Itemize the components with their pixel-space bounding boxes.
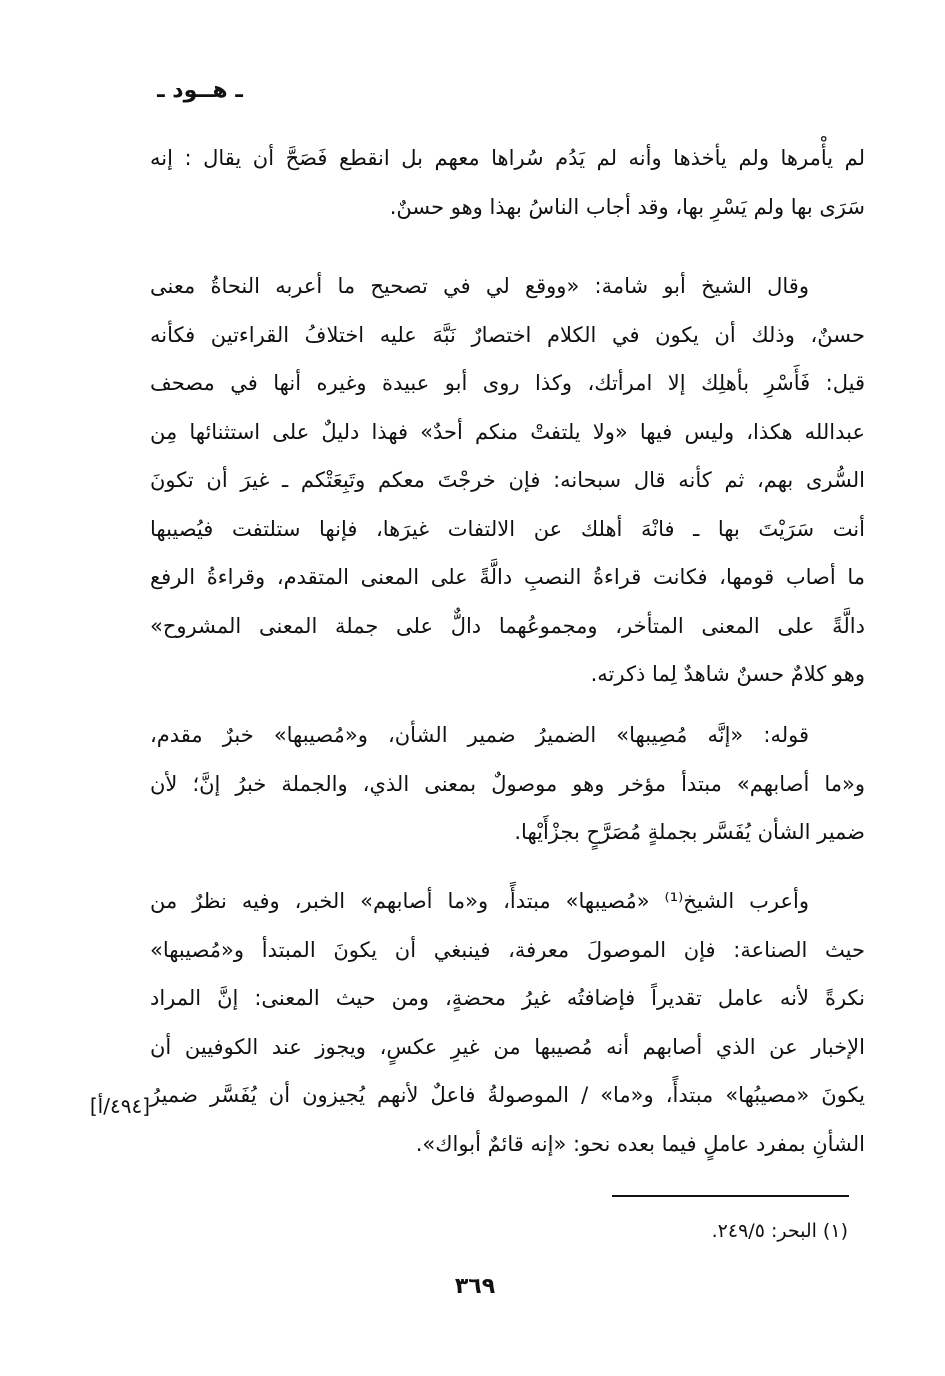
running-title: ـ هــود ـ	[157, 78, 243, 103]
text-line: عبدالله هكذا، وليس فيها «ولا يلتفتْ منكم أحدٌ» فهذا دليلٌ على استثنائها مِن	[150, 419, 865, 444]
text-line: دالَّةً على المعنى المتأخر، ومجموعُهما دالٌّ على جملة المعنى المشروح»	[150, 613, 865, 638]
text-line: وقال الشيخ أبو شامة: «ووقع لي في تصحيح ما أعربه النحاةُ معنى	[150, 274, 809, 298]
text-line: حسنٌ، وذلك أن يكون في الكلام اختصارٌ نَبَّهَ عليه اختلافُ القراءتين فكأنه	[150, 322, 865, 347]
text-line: نكرةً لأنه عامل تقديراً فإضافتُه غيرُ محضةٍ، ومن حيث المعنى: إنَّ المراد	[150, 986, 865, 1010]
paragraph-2	[150, 262, 865, 699]
text-line: حيث الصناعة: فإن الموصولَ معرفة، فينبغي أن يكونَ المبتدأ و«مُصيبها»	[150, 937, 865, 962]
text-line: يكونَ «مصيبُها» مبتدأً، و«ما» / الموصولةُ فاعلٌ لأنهم يُجيزون أن يُفَسَّر ضميرُ	[150, 1083, 865, 1107]
footnote: (١) البحر: ٢٤٩/٥.	[711, 1220, 848, 1242]
paragraph-3	[150, 711, 865, 857]
text-line: الشأنِ بمفرد عاملٍ فيما بعده نحو: «إنه قائمٌ أبواك».	[415, 1131, 865, 1156]
text-line: قوله: «إنَّه مُصِيبها» الضميرُ ضمير الشأن، و«مُصيبها» خبرٌ مقدم،	[150, 723, 809, 747]
paragraph-1	[150, 134, 865, 231]
text-line: و«ما أصابهم» مبتدأ مؤخر وهو موصولٌ بمعنى الذي، والجملة خبرُ إنَّ؛ لأن	[150, 771, 865, 796]
text-line: وهو كلامٌ حسنٌ شاهدٌ لِما ذكرته.	[590, 662, 865, 686]
text-line: قيل: فَأَسْرِ بأهلِك إلا امرأتك، وكذا روى أبو عبيدة وغيره أنها في مصحف	[150, 371, 865, 395]
text-line: أنت سَرَيْتَ بها ـ فانْهَ أهلك عن الالتفات غيرَها، فإنها ستلتفت فيُصيبها	[150, 516, 865, 541]
text-line: لم يأْمرها ولم يأخذها وأنه لم يَدُم سُراها معهم بل انقطع فَصَحَّ أن يقال : إنه	[150, 146, 865, 170]
manuscript-folio-reference: [٤٩٤/أ]	[89, 1094, 150, 1118]
paragraph-4	[150, 877, 865, 1168]
text-line: ضمير الشأن يُفَسَّر بجملةٍ مُصَرَّحٍ بجزْأَيْها.	[514, 820, 865, 844]
footnote-divider	[612, 1195, 849, 1197]
text-line: السُّرى بهم، ثم كأنه قال سبحانه: فإن خرجْتَ معكم وتَبِعَتْكم ـ غيرَ أن تكونَ	[150, 468, 865, 492]
text-line: وأعرب الشيخ⁽¹⁾ «مُصيبها» مبتدأً، و«ما أصابهم» الخبر، وفيه نظرٌ من	[150, 889, 810, 913]
page-number: ٣٦٩	[454, 1274, 496, 1299]
text-line: الإخبار عن الذي أصابهم أنه مُصيبها من غيرِ عكسٍ، ويجوز عند الكوفيين أن	[150, 1034, 865, 1059]
text-line: ما أصاب قومها، فكانت قراءةُ النصبِ دالَّةً على المعنى المتقدم، وقراءةُ الرفع	[150, 565, 865, 589]
text-line: سَرَى بها ولم يَسْرِ بها، وقد أجاب الناسُ بهذا وهو حسنٌ.	[389, 194, 865, 219]
